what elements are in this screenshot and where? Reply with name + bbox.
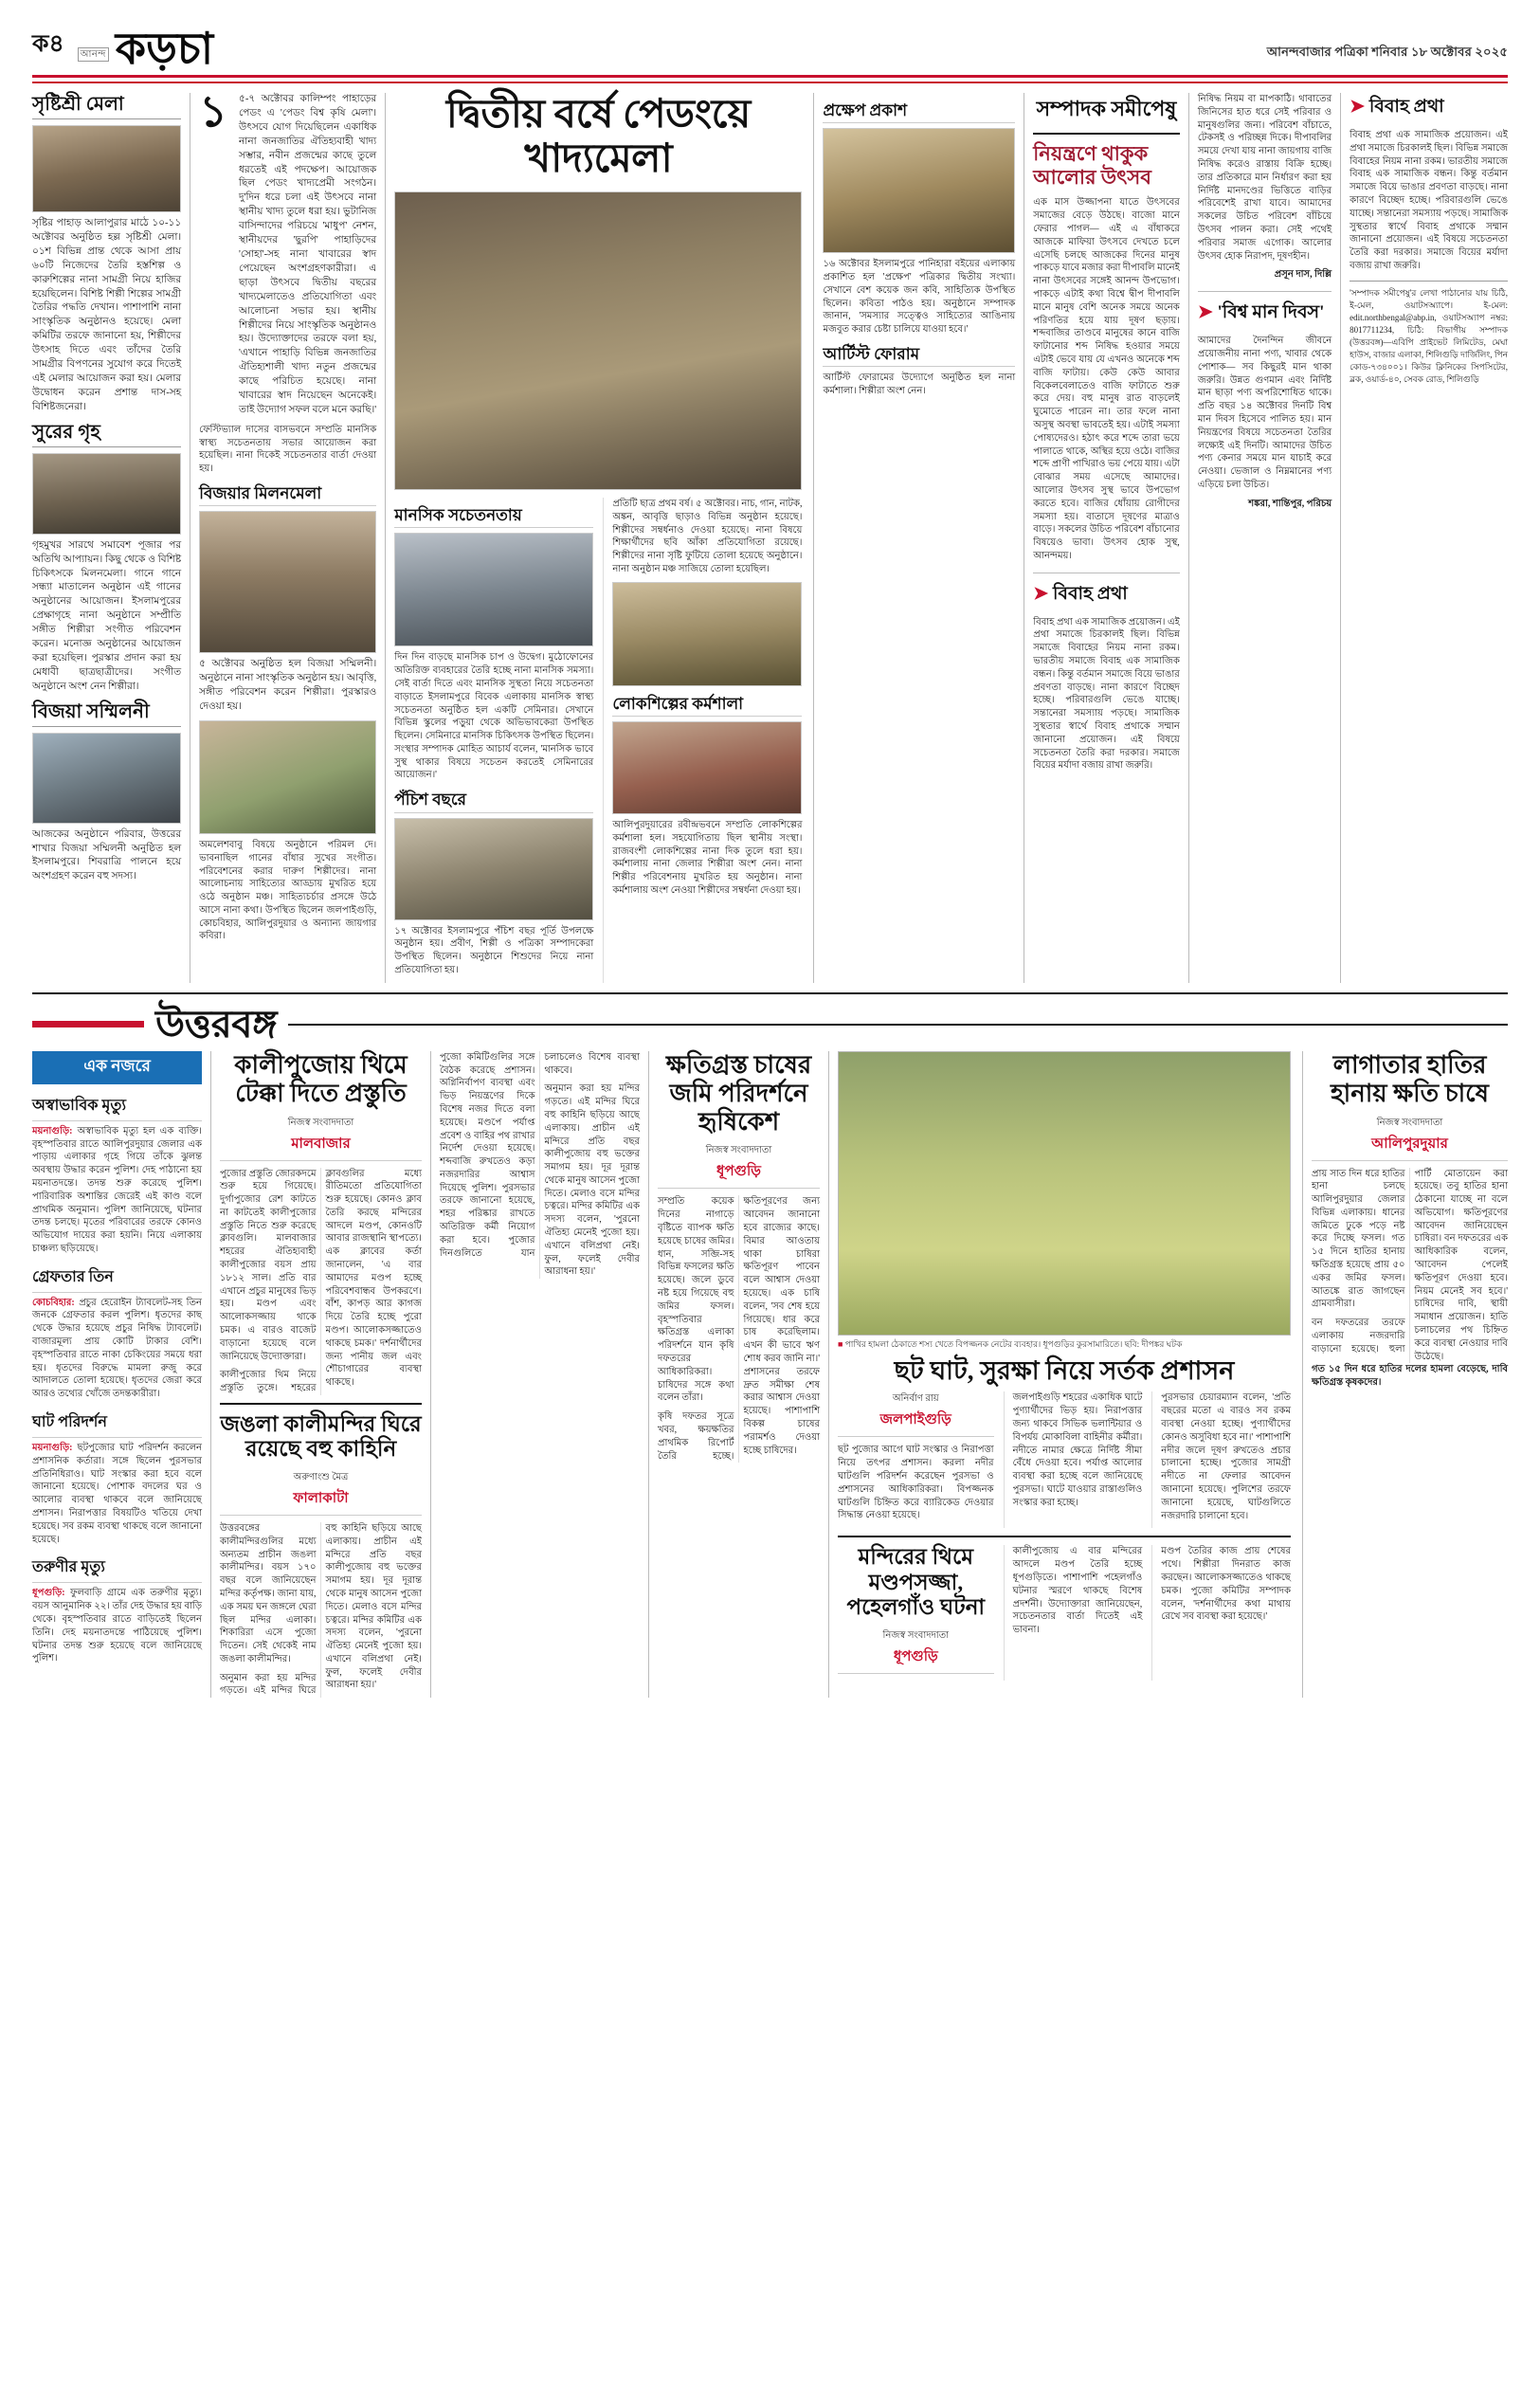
column-ek-nojore (32, 1051, 210, 1699)
photo-pochish-bochore (394, 818, 593, 920)
glance-item-title-2: ঘাট পরিদর্শন (32, 1409, 202, 1438)
text-surer-griha: গৃহমুখর সারথে সমাবেশ পূজার পর অতিথি আপ্যায়ন। কিছু থেকে ও বিশিষ্ট চিকিৎসকে মিলনমেলা। গানে গানে সন্ধ্যা মাতালেন অনুষ্ঠান এই গানের অনুষ্ঠানের আয়োজন। ইসলামপুরের প্রেক্ষাগৃহে নানা অনুষ্ঠানে সম্প্রীতি সঙ্গীত শিল্পীরা সংগীত পরিবেশন করেন। মনোজ্ঞ অনুষ্ঠানের আয়োজন করা হয়েছিল। পুরস্কার প্রদান করা হয় মেধাবী ছাত্রছাত্রীদের। সংগীত অনুষ্ঠানে অংশ নেন শিল্পীরা। (32, 539, 182, 692)
text-chhat-1: ছট পুজোর আগে ঘাট সংস্কার ও নিরাপত্তা নিয়ে তৎপর প্রশাসন। করলা নদীর ঘাটগুলি পরিদর্শন করেছেন পুরসভা ও প্রশাসনের আধিকারিকরা। বিপজ্জনক ঘাটগুলি চিহ্নিত করে ব্যারিকেড দেওয়ার সিদ্ধান্ত নেওয়া হয়েছে। (838, 1445, 994, 1521)
text-pochish-bochore: ১৭ অক্টোবর ইসলামপুরে পঁচিশ বছর পূর্তি উপলক্ষে অনুষ্ঠান হয়। প্রবীণ, শিল্পী ও পত্রিকা সম্পাদকেরা উপস্থিত ছিলেন। অনুষ্ঠানে শিশুদের নিয়ে নানা প্রতিযোগিতা হয়। (394, 925, 594, 975)
heading-bibaho-protha (1033, 573, 1180, 610)
dateline-mondir: ধূপগুড়ি (838, 1646, 994, 1674)
logo-badge: আনন্দ (78, 47, 109, 62)
column-sristisri (32, 93, 190, 983)
byline-khotigrostho: নিজস্ব সংবাদদাতা (705, 1145, 772, 1156)
text-kalipujo-1: পুজোর প্রস্তুতি জোরকদমে শুরু হয়ে গিয়েছে। দুর্গাপুজোর রেশ কাটতে না কাটতেই কালীপুজোর প্রস্তুতি নিতে শুরু করেছে ক্লাবগুলি। মালবাজার শহরের ঐতিহ্যবাহী কালীপুজোর বয়স প্রায় ১৮১২ সাল। প্রতি বার এখানে প্রচুর মানুষের ভিড় হয়। মণ্ডপ এবং আলোকসজ্জায় থাকে চমক। এ বারও বাজেট বাড়ানো হয়েছে বলে জানিয়েছে উদ্যোক্তারা। (220, 1168, 317, 1362)
photo-surer-griha (32, 453, 181, 535)
column-kalipujo-cont (430, 1051, 648, 1699)
editorial-contact-box: 'সম্পাদক সমীপেষু'র লেখা পাঠানোর যায় চিঠি, ই-মেল, ওয়াটসঅ্যাপে। ই-মেল: edit.northbengal@abp.in, ওয়াটসঅ্যাপ নম্বর: 8017711234, চিঠি: বিভাগীয় সম্পাদক (উত্তরবঙ্গ)—এবিপি প্রাইভেট লিমিটেড, মেঘা হাউস, বাজার এলাকা, শিলিগুড়ি দার্জিলিং, পিন কোড-৭৩৪০০১। কিউর ক্লিনিকের সিপসিটের, ব্লক, ওয়ার্ড-৪০, সেবক রোড, শিলিগুড়ি (1350, 281, 1508, 386)
text-bijoyar-milonmela: ৫ অক্টোবর অনুষ্ঠিত হল বিজয়া সম্মিলনী। অনুষ্ঠানে নানা সাংস্কৃতিক অনুষ্ঠান হয়। আবৃত্তি, সঙ্গীত পরিবেশন করেন শিল্পীরা। পুরস্কারও দেওয়া হয়। (199, 659, 377, 712)
editorial-text-1: এক মাস উজ্জাপনা যাতে উৎসবের সমাজের বেড়ে উঠছে। বাজো মানে ফেরার পাগল— এই এ বাঁধাকরে আজকে মাফিয়া উৎসবে দেখতে চলে এসেছি চলছে আজকের দিনের মানুষ পাকড়ে যাবে মজার করা দীপাবলি মানেই নানা উৎসবের সঙ্গেই আনন্দ উপভোগ। পাকড়ে এটাই কথা বিশ্বে দ্বীপ দীপাবলি মানে মানুষ বেশি অনেক সময়ে অনেক পরিণতির হয়ে যায় দূষণ ছড়ায়। শব্দবাজির তাণ্ডবে মানুষের কানে বাজি ফাটানোর শব্দ নিষিদ্ধ হওয়ার সময়ে এটাই ভেবে যায় যে এখনও অনেকে শব্দ বাজি ফাটায়। কেউ কেউ আবার বিকেলবেলাতেও বাজি ফাটাতে শুরু করে দেয়। বহু মানুষ রাত বাড়লেই ঘুমোতে পারেন না। তার ফলে নানা অসুস্থ অবস্থা ভাবতেই হয়। এটাই সমস্যা পোষ্যদেরও। হঠাৎ করে শব্দে তারা ভয়ে পালাতে থাকে, অস্থির হয়ে ওঠে। বাজির শব্দে প্রাণী পাখিরাও ভয় পেয়ে যায়। এটা বোঝার সময় এসেছে আমাদের। আলোর উৎসব সুস্থ ভাবে উপভোগ করতে হবে। বাজির ধোঁয়ায় রোগীদের সমস্যা হয়। বাতাসে দূষণের মাত্রাও বাড়ে। সকলের উচিত পরিবেশ বাঁচানোর বিষয়েও ভাবা। উৎসব হোক সুস্থ, আনন্দময়। (1033, 197, 1180, 561)
text-mondir-2: মণ্ডপ তৈরির কাজ প্রায় শেষের পথে। শিল্পীরা দিনরাত কাজ করছেন। আলোকসজ্জাতেও থাকছে চমক। পুজো কমিটির সম্পাদক বলেন, 'দর্শনার্থীদের কথা মাথায় রেখে সব ব্যবস্থা করা হয়েছে।' (1161, 1546, 1291, 1623)
text-hati-2: বন দফতরের তরফে এলাকায় নজরদারি বাড়ানো হয়েছে। হুলা পার্টি মোতায়েন করা হয়েছে। তবু হাতির হানা ঠেকানো যাচ্ছে না বলে অভিযোগ। ক্ষতিপূরণের আবেদন জানিয়েছেন চাষিরা। বন দফতরের এক আধিকারিক বলেন, 'আবেদন পেলেই ক্ষতিপূরণ দেওয়া হবে। নিয়ম মেনেই সব হবে।' চাষিদের দাবি, স্থায়ী সমাধান প্রয়োজন। হাতি চলাচলের পথ চিহ্নিত করে ব্যবস্থা নেওয়ার দাবি উঠেছে। (1312, 1168, 1508, 1362)
band-red-bar (32, 1021, 144, 1027)
heading-bibaho-protha-dup (1350, 93, 1508, 123)
text-khotigrostho-2: কৃষি দফতর সূত্রে খবর, ক্ষয়ক্ষতির প্রাথমিক রিপোর্ট তৈরি হচ্ছে। ক্ষতিপূরণের জন্য আবেদন জানানো হবে রাজ্যের কাছে। বিমার আওতায় থাকা চাষিরা ক্ষতিপূরণ পাবেন বলে আশ্বাস দেওয়া হয়েছে। এক চাষি বলেন, 'সব শেষ হয়ে গিয়েছে। ধার করে চাষ করেছিলাম। এখন কী ভাবে ঋণ শোধ করব জানি না।' প্রশাসনের তরফে দ্রুত সমীক্ষা শেষ করার আশ্বাস দেওয়া হয়েছে। পাশাপাশি বিকল্প চাষের পরামর্শও দেওয়া হচ্ছে চাষিদের। (658, 1196, 820, 1462)
glance-item-text-1 (32, 1297, 202, 1401)
heading-lokshilpi: লোকশিল্পের কর্মশালা (612, 694, 802, 717)
top-section (32, 87, 1508, 994)
heading-bishwa-man-dibas (1198, 291, 1332, 329)
editorial-text-1b: নিষিদ্ধ নিয়ম বা মাপকাঠি। থাবাতের জিনিসের হাত ধরে সেই পরিবার ও মানুষগুলির জন্য। পরিবেশ বাঁচাতে, টেকসই ও পরিচ্ছন্ন দিকে। দীপাবলির সময়ে দেখা যায় নানা জায়গায় বাজি নিষিদ্ধ করেও রাস্তায় বিক্রি হচ্ছে। তার প্রতিকারে মান নির্ধারণ করা হয় নির্দিষ্ট মানদণ্ডের ভিত্তিতে বাড়ির পরিবেশেই রাখা যাবে। আমাদের সকলের উচিত পরিবেশ বাঁচিয়ে উৎসব পালন করা। সেই পথেই পরিবার সমাজ এগোক। আলোর উৎসব হোক নিরাপদ, দূষণহীন। (1197, 94, 1332, 262)
rule-kalipujo (220, 1403, 422, 1405)
heading-bishwa-man-dibas-label: 'বিশ্ব মান দিবস' (1217, 302, 1325, 323)
glance-item-text-0 (32, 1125, 202, 1256)
rule-chhat (838, 1536, 1291, 1537)
heading-manosik: মানসিক সচেতনতায় (394, 505, 593, 528)
column-sub-stories (813, 93, 1024, 983)
caption-crop-field (838, 1339, 1291, 1351)
column-lead-text (190, 87, 385, 983)
photo-crop-field (838, 1051, 1291, 1336)
glance-tag-0: ময়নাগুড়ি: (32, 1125, 73, 1136)
column-main-story (385, 93, 813, 983)
glance-item-title-0: অস্বাভাবিক মৃত্যু (32, 1093, 202, 1121)
column-editorial (1024, 93, 1188, 983)
glance-heading: এক নজরে (32, 1051, 202, 1084)
photo-secondary (199, 720, 376, 834)
text-jongla-1: উত্তরবঙ্গের কালীমন্দিরগুলির মধ্যে অন্যতম প্রাচীন জঙলা কালীমন্দির। বয়স ১৭০ বছর বলে জানিয়েছেন মন্দির কর্তৃপক্ষ। জানা যায়, এক সময় ঘন জঙ্গলে ঘেরা ছিল মন্দির এলাকা। শিকারিরা এসে পুজো দিতেন। সেই থেকেই নাম জঙলা কালীমন্দির। (220, 1522, 317, 1664)
page-folio: ক৪ (32, 31, 64, 57)
text-sristisri: সৃষ্টির পাহাড় আলাপুরার মাঠে ১০-১১ অক্টোবর অনুষ্ঠিত হল্ল সৃষ্টিশ্রী মেলা। ০১শ বিভিন্ন প্রান্ত থেকে আসা প্রায় ৬০টি নিজেদের তৈরি হস্তশিল্প ও কারুশিল্পের নানা সামগ্রী নিয়ে হাজির হয়েছিলেন। বিশিষ্ট শিল্পী শিল্পের সামগ্রী তৈরির পদ্ধতি দেখান। পাশাপাশি নানা সাংস্কৃতিক অনুষ্ঠানও হয়েছে। মেলা কমিটির তরফে জানানো হয়, শিল্পীদের উৎসাহ দিতে এবং তাঁদের তৈরি সামগ্রীর বিপণনের সুযোগ করে দিতেই এই মেলার আয়োজন করা হয়। মেলার উদ্বোধন করেন প্রশান্ত দাস-সহ বিশিষ্টজনেরা। (32, 218, 182, 412)
byline-jongla: অরুণাংশু মৈত্র (293, 1471, 349, 1482)
headline-kalipujo: কালীপুজোয় থিমে টেক্কা দিতে প্রস্তুতি (234, 1050, 408, 1107)
glance-tag-1: কোচবিহার: (32, 1297, 75, 1308)
editorial-title: নিয়ন্ত্রণে থাকুক আলোর উৎসব (1033, 142, 1151, 190)
heading-bijoya-sammilani: বিজয়া সম্মিলনী (32, 700, 181, 727)
column-main-photo (828, 1051, 1302, 1699)
text-hati-3: গত ১৫ দিন ধরে হাতির দলের হামলা বেড়েছে, দাবি ক্ষতিগ্রস্ত কৃষকদের। (1312, 1364, 1508, 1389)
text-mondir-1: কালীপুজোয় এ বার মন্দিরের আদলে মণ্ডপ তৈরি হচ্ছে ধূপগুড়িতে। পাশাপাশি পহেলগাঁও ঘটনার স্মরণে থাকছে বিশেষ প্রদর্শনী। উদ্যোক্তারা জানিয়েছেন, সচেতনতার বার্তা দিতেই এই ভাবনা। (1012, 1546, 1143, 1636)
heading-bibaho-protha-label: বিবাহ প্রথা (1052, 583, 1128, 604)
photo-prokkhep (823, 128, 1015, 253)
column-editorial-2 (1188, 93, 1340, 983)
column-khotigrostho (648, 1051, 828, 1699)
text-hati-1: প্রায় সাত দিন ধরে হাতির হানা চলছে আলিপুরদুয়ার জেলার বিভিন্ন এলাকায়। ধানের জমিতে ঢুকে পড়ে নষ্ট করে দিচ্ছে ফসল। গত ১৫ দিনে হাতির হানায় ক্ষতিগ্রস্ত হয়েছে প্রায় ৫০ একর জমির ফসল। আতঙ্কে রাত জাগছেন গ্রামবাসীরা। (1312, 1168, 1405, 1310)
text-khotigrostho-1: সম্প্রতি কয়েক দিনের নাগাড়ে বৃষ্টিতে ব্যাপক ক্ষতি হয়েছে চাষের জমির। ধান, সব্জি-সহ বিভিন্ন ফসলের ক্ষতি হয়েছে। জলে ডুবে নষ্ট হয়ে গিয়েছে বহু জমির ফসল। বৃহস্পতিবার ক্ষতিগ্রস্ত এলাকা পরিদর্শনে যান কৃষি দফতরের আধিকারিকরা। চাষিদের সঙ্গে কথা বলেন তাঁরা। (658, 1196, 734, 1404)
editorial-sign-2: শঙ্করা, শান্তিপুর, পরিচয় (1248, 498, 1332, 509)
photo-bijoya-sammilani (32, 733, 181, 824)
masthead (32, 25, 1508, 78)
heading-pochish-bochore: পঁচিশ বছরে (394, 790, 593, 812)
glance-body-1: প্রচুর হেরোইন ট্যাবলেট-সহ তিন জনকে গ্রেফতার করল পুলিশ। ধৃতদের কাছ থেকে উদ্ধার হয়েছে প্রচুর নিষিদ্ধ ট্যাবলেট। বাজারমূল্য প্রায় কোটি টাকার বেশি। বৃহস্পতিবার রাতে নাকা চেকিংয়ের সময়ে ধরা হয়। ধৃতদের বিরুদ্ধে মামলা রুজু করে আদালতে তোলা হয়েছে। ধৃতদের জেরা করে আরও তথ্যের খোঁজে তদন্তকারীরা। (32, 1297, 203, 1400)
glance-body-0: অস্বাভাবিক মৃত্যু হল এক ব্যক্তি। বৃহস্পতিবার রাতে আলিপুরদুয়ার জেলার এক পাড়ায় এলাকার গৃহে গিয়ে তাঁকে ঝুলন্ত অবস্থায় উদ্ধার করেন পুলিশ। দেহ পাঠানো হয় ময়নাতদন্তে। তদন্ত শুরু করেছে পুলিশ। পারিবারিক অশান্তির জেরেই এই কাণ্ড বলে প্রাথমিক অনুমান। পুলিশ জানিয়েছে, ঘটনার তদন্ত চলছে। মৃতের পরিবারের তরফে কোনও অভিযোগ দায়ের করা হয়নি। নিয়ে এলাকায় চাঞ্চল্য ছড়িয়েছে। (32, 1125, 202, 1254)
text-jongla-3: অনুমান করা হয় মন্দির গড়তে। এই মন্দির ঘিরে বহু কাহিনি ছড়িয়ে আছে এলাকায়। প্রাচীন এই মন্দিরে প্রতি বছর কালীপুজোয় বহু ভক্তের সমাগম হয়। দূর দূরান্ত থেকে মানুষ আসেন পুজো দিতে। মেলাও বসে মন্দির চত্বরে। মন্দির কমিটির এক সদস্য বলেন, 'পুরনো ঐতিহ্য মেনেই পুজো হয়। এখানে বলিপ্রথা নেই। ফুল, ফলেই দেবীর আরাধনা হয়।' (544, 1083, 640, 1278)
photo-extra (612, 582, 802, 686)
text-manosik: দিন দিন বাড়ছে মানসিক চাপ ও উদ্বেগ। মুঠোফোনের অতিরিক্ত ব্যবহারের তৈরি হচ্ছে নানা মানসিক সমস্যা। সেই বার্তা দিতে এবং মানসিক সুস্থতা নিয়ে সচেতনতা বাড়াতে ইসলামপুরে বিবেক এলাকায় মানসিক স্বাস্থ্য সচেতনতা অনুষ্ঠিত হল একটি সেমিনার। সেখানে বিভিন্ন স্কুলের পড়ুয়া থেকে অভিভাবকেরা উপস্থিত ছিলেন। সেমিনারে মানসিক চিকিৎসক উপস্থিত ছিলেন। সংস্থার সম্পাদক মোহিত আচার্য বলেন, 'মানসিক ভাবে সুস্থ থাকার বিষয়ে সচেতন করতেই সেমিনারের আয়োজন।' (394, 652, 594, 781)
section-band-uttarbanga (32, 1002, 1508, 1046)
text-jongla-2: অনুমান করা হয় মন্দির গড়তে। এই মন্দির ঘিরে বহু কাহিনি ছড়িয়ে আছে এলাকায়। প্রাচীন এই মন্দিরে প্রতি বছর কালীপুজোয় বহু ভক্তের সমাগম হয়। দূর দূরান্ত থেকে মানুষ আসেন পুজো দিতে। মেলাও বসে মন্দির চত্বরে। মন্দির কমিটির এক সদস্য বলেন, 'পুরনো ঐতিহ্য মেনেই পুজো হয়। এখানে বলিপ্রথা নেই। ফুল, ফলেই দেবীর আরাধনা হয়।' (220, 1522, 422, 1697)
column-kalipujo (210, 1051, 430, 1699)
photo-lokshilpi (612, 721, 802, 814)
caption-bullet-icon: ■ (838, 1338, 843, 1349)
section-logo: কড়চা (115, 24, 214, 73)
glance-body-2: ছটপুজোর ঘাট পরিদর্শন করলেন প্রশাসনিক কর্তারা। সঙ্গে ছিলেন পুরসভার প্রতিনিধিরাও। ঘাট সংস্কার করা হবে বলে জানানো হয়েছে। পোশাক বদলের ঘর ও আলোর ব্যবস্থা থাকবে বলে জানিয়েছে প্রশাসন। নিরাপত্তার বিষয়টিও খতিয়ে দেখা হয়েছে। সব রকম ব্যবস্থা থাকছে বলে জানানো হয়েছে। (32, 1443, 202, 1545)
heading-sristisri: সৃষ্টিশ্রী মেলা (32, 93, 181, 119)
issue-info: আনন্দবাজার পত্রিকা শনিবার ১৮ অক্টোবর ২০২৫ (1266, 45, 1508, 59)
heading-bijoyar-milonmela: বিজয়ার মিলনমেলা (199, 483, 376, 506)
column-hati (1302, 1051, 1508, 1699)
text-extra-column: প্রতিটি ছাত্র প্রথম বর্ষ। ৫ অক্টোবর। নাচ, গান, নাটক, অঙ্কন, আবৃত্তি ছাড়াও বিভিন্ন অনুষ্ঠান হয়েছে। শিল্পীদের সম্বর্ধনাও দেওয়া হয়েছে। নানা বিষয়ে শিক্ষার্থীদের ছবি আঁকা প্রতিযোগিতা রয়েছে। শিল্পীদের নানা সৃষ্টি ফুটিয়ে তোলা হয়েছে অনুষ্ঠানে। নানা অনুষ্ঠান মঞ্চ সাজিয়ে তোলা হয়েছিল। (612, 499, 803, 575)
glance-item-text-2 (32, 1442, 202, 1546)
photo-bijoyar-milonmela (199, 511, 376, 653)
dateline-chhat: জলপাইগুড়ি (838, 1409, 994, 1437)
dateline-jongla: ফালাকাটা (220, 1487, 422, 1516)
headline-mondir: মন্দিরের থিমে মণ্ডপসজ্জা, পহেলগাঁও ঘটনা (846, 1545, 986, 1620)
glance-body-3: ফুলবাড়ি গ্রামে এক তরুণীর মৃত্যু। বয়স আনুমানিক ২২। তাঁর দেহ উদ্ধার হয় বাড়ি থেকে। বৃহস্পতিবার রাতে বাড়িতেই ছিলেন তিনি। দেহ ময়নাতদন্তে পাঠিয়েছে পুলিশ। ঘটনার তদন্ত শুরু হয়েছে বলে জানিয়েছে পুলিশ। (32, 1588, 202, 1664)
glance-item-title-3: তরুণীর মৃত্যু (32, 1555, 202, 1583)
text-bijoya-sammilani: আজকের অনুষ্ঠানে পরিবার, উত্তরের শাখার বিজয়া সম্মিলনী অনুষ্ঠিত হল ইসলামপুরে। শিবরাত্রি পালনে হয়ে অংশগ্রহণ করেন বহু সদস্য। (32, 828, 182, 882)
lead-caption-note: ফেস্টিভ্যাল দাসের বাসভবনে সম্প্রতি মানসিক স্বাস্থ্য সচেতনতায় সভার আয়োজন করা হয়েছিল। নানা দিকেই সচেতনতার বার্তা দেওয়া হয়। (199, 424, 377, 475)
headline-khotigrostho: ক্ষতিগ্রস্ত চাষের জমি পরিদর্শনে হৃষিকেশ (665, 1050, 812, 1136)
text-artist-forum: আর্টিস্ট ফোরামের উদ্যোগে অনুষ্ঠিত হল নানা কর্মশালা। শিল্পীরা অংশ নেন। (823, 373, 1016, 397)
band-rule (288, 1024, 1508, 1026)
dateline-hati: আলিপুরদুয়ার (1312, 1133, 1508, 1161)
drop-cap: ১ (199, 87, 228, 136)
dateline-kalipujo: মালবাজার (220, 1133, 422, 1161)
main-headline: দ্বিতীয় বর্ষে পেডংয়ে খাদ্যমেলা (445, 93, 751, 182)
editorial-sign-1: প্রসূন দাস, দিল্লি (1274, 269, 1332, 281)
bullet-arrow-icon-2: ➤ (1197, 302, 1213, 323)
editorial-text-2b: বিবাহ প্রথা এক সামাজিক প্রয়োজন। এই প্রথা সমাজে চিরকালই ছিল। বিভিন্ন সমাজে বিবাহের নিয়ম নানা রকম। ভারতীয় সমাজে বিবাহ এক সামাজিক বন্ধন। কিন্তু বর্তমান সমাজে বিয়ে ভাঙার প্রবণতা বাড়ছে। নানা কারণে বিচ্ছেদ হচ্ছে। পরিবারগুলি ভেঙে যাচ্ছে। সন্তানেরা সমস্যায় পড়ছে। সামাজিক সুস্থতার স্বার্থে বিবাহ প্রথাকে সম্মান জানানো প্রয়োজন। এই বিষয়ে সচেতনতা তৈরি করা দরকার। সমাজে বিয়ের মর্যাদা বজায় রাখা জরুরি। (1350, 130, 1508, 271)
editorial-heading: সম্পাদক সমীপেষু (1033, 93, 1180, 135)
column-editorial-3 (1340, 93, 1508, 983)
heading-prokkhep: প্রক্ষেপ প্রকাশ (823, 100, 1015, 123)
byline-mondir: নিজস্ব সংবাদদাতা (882, 1629, 950, 1641)
byline-kalipujo: নিজস্ব সংবাদদাতা (287, 1117, 354, 1128)
text-kalipujo-3: পুজো কমিটিগুলির সঙ্গে বৈঠক করেছে প্রশাসন। অগ্নিনির্বাপণ ব্যবস্থা এবং ভিড় নিয়ন্ত্রণের দিকে বিশেষ নজর দিতে বলা হয়েছে। মণ্ডপে পর্যাপ্ত প্রবেশ ও বাহির পথ রাখার নির্দেশ দেওয়া হয়েছে। শব্দবাজি রুখতেও কড়া নজরদারির আশ্বাস দিয়েছে পুলিশ। পুরসভার তরফে জানানো হয়েছে, শহর পরিষ্কার রাখতে অতিরিক্ত কর্মী নিয়োগ করা হবে। পুজোর দিনগুলিতে যান চলাচলেও বিশেষ ব্যবস্থা থাকবে। (440, 1051, 640, 1259)
byline-chhat: অনির্বাণ রায় (892, 1393, 939, 1405)
text-chhat-3: পুরসভার চেয়ারম্যান বলেন, 'প্রতি বছরের মতো এ বারও সব রকম ব্যবস্থা নেওয়া হচ্ছে। পুণ্যার্থীদের কোনও অসুবিধা হবে না।' পাশাপাশি নদীর জলে দূষণ রুখতেও প্রচার চালানো হচ্ছে। পুজোর সামগ্রী নদীতে না ফেলার আবেদন জানানো হয়েছে। পুলিশের তরফে জানানো হয়েছে, ঘাটগুলিতে নজরদারি চালানো হবে। (1161, 1392, 1291, 1521)
text-lokshilpi: আলিপুরদুয়ারের রবীন্দ্রভবনে সম্প্রতি লোকশিল্পের কর্মশালা হল। সহযোগিতায় ছিল স্থানীয় সংস্থা। রাজবংশী লোকশিল্পের নানা দিক তুলে ধরা হয়। কর্মশালায় নানা জেলার শিল্পীরা অংশ নেন। নানা শিল্পীর পরিবেশনায় মুখরিত হয় অনুষ্ঠান। নানা কর্মশালায় অংশ নেওয়া শিল্পীদের সম্বর্ধনা দেওয়া হয়। (612, 820, 803, 897)
editorial-text-2: বিবাহ প্রথা এক সামাজিক প্রয়োজন। এই প্রথা সমাজে চিরকালই ছিল। বিভিন্ন সমাজে বিবাহের নিয়ম নানা রকম। ভারতীয় সমাজে বিবাহ এক সামাজিক বন্ধন। কিন্তু বর্তমান সমাজে বিয়ে ভাঙার প্রবণতা বাড়ছে। নানা কারণে বিচ্ছেদ হচ্ছে। পরিবারগুলি ভেঙে যাচ্ছে। সন্তানেরা সমস্যায় পড়ছে। সামাজিক সুস্থতার স্বার্থে বিবাহ প্রথাকে সম্মান জানানো প্রয়োজন। এই বিষয়ে সচেতনতা তৈরি করা দরকার। সমাজে বিয়ের মর্যাদা বজায় রাখা জরুরি। (1033, 616, 1180, 772)
heading-bibaho-protha-dup-label: বিবাহ প্রথা (1368, 97, 1444, 117)
photo-sristisri (32, 125, 181, 212)
headline-jongla: জঙলা কালীমন্দির ঘিরে রয়েছে বহু কাহিনি (220, 1412, 422, 1462)
photo-manosik (394, 533, 593, 646)
headline-chhat: ছট ঘাট, সুরক্ষা নিয়ে সর্তক প্রশাসন (894, 1356, 1235, 1386)
dateline-khotigrostho: ধূপগুড়ি (658, 1160, 820, 1189)
masthead-rule (32, 82, 1508, 83)
bullet-arrow-icon-3: ➤ (1350, 97, 1366, 117)
heading-artist-forum: আর্টিস্ট ফোরাম (823, 344, 1015, 367)
heading-surer-griha: সুরের গৃহ (32, 421, 181, 447)
text-chhat-2: জলপাইগুড়ি শহরের একাধিক ঘাটে পুণ্যার্থীদের ভিড় হয়। নিরাপত্তার জন্য থাকবে সিভিক ভলান্টিয়ার ও বিপর্যয় মোকাবিলা বাহিনীর কর্মীরা। নদীতে নামার ক্ষেত্রে নির্দিষ্ট সীমা বেঁধে দেওয়া হবে। পর্যাপ্ত আলোর ব্যবস্থা করা হচ্ছে বলে জানিয়েছে পুরসভা। ঘাটে যাওয়ার রাস্তাগুলিও সংস্কার করা হচ্ছে। (1012, 1392, 1143, 1508)
glance-tag-2: ময়নাগুড়ি: (32, 1443, 73, 1454)
text-secondary-note: অমলেশবাবু বিষয়ে অনুষ্ঠানে পরিমল দে। ভাবনাছিল গানের বাঁধার সুখের সংগীত। পরিবেশনের করার দারুণ শিল্পীদের। নানা আলোচনায় সাহিত্যের আড্ডায় মুখরিত হয়ে ওঠে অনুষ্ঠান মঞ্চ। সাহিত্যচর্চার প্রসঙ্গে উঠে আসে নানা কথা। উপস্থিত ছিলেন জলপাইগুড়ি, কোচবিহার, আলিপুরদুয়ার ও অন্যান্য জায়গার কবিরা। (199, 839, 377, 942)
bottom-section (32, 1051, 1508, 1699)
lead-paragraph: ৫-৭ অক্টোবর কালিম্পং পাহাড়ের পেডং এ 'পেডং বিশ্ব কৃষি মেলা'। উৎসবে যোগ দিয়েছিলেন একাধিক নানা জনজাতির ঐতিহ্যবাহী খাদ্য সম্ভার, নবীন প্রজন্মের কাছে তুলে ধরতেই এই পদক্ষেপ। আয়োজক ছিল পেডং খাদ্যপ্রেমী সংগঠন। দু'দিন ধরে চলা এই উৎসবে নানা স্থানীয় খাদ্য তুলে ধরা হয়। ভুটানিজ বাসিন্দাদের পরিচয়ে 'মাধুপ' নেশন, স্থানীয়দের 'ছুরপি' পাহাড়িদের 'সোহা'-সহ নানা খাবারের স্বাদ পেয়েছেন অংশগ্রহণকারীরা। এ ছাড়া উৎসবে দ্বিতীয় বছরের খাদ্যমেলাতেও প্রতিযোগিতা এবং আলোচনা সভার হয়। স্থানীয় শিল্পীদের নিয়ে সাংস্কৃতিক অনুষ্ঠানও হয়। উদ্যোক্তাদের তরফে বলা হয়, 'এখানে পাহাড়ি বিভিন্ন জনজাতির ঐতিহ্যশালী খাদ্য নতুন প্রজন্মের কাছে পরিচিত হয়েছে। নানা খাবারের স্বাদ নিয়েছেন অনেকেই। তাই উদ্যোগ সফল বলে মনে করছি।' (239, 94, 377, 415)
glance-item-title-1: গ্রেফতার তিন (32, 1264, 202, 1293)
band-title: উত্তরবঙ্গ (155, 1002, 278, 1046)
photo-food-festival (394, 191, 802, 490)
caption-text: পাখির হামলা ঠেকাতে শস্য খেতে বিপজ্জনক নেটের ব্যবহার। ধূপগুড়ির কুরসামারিতে। ছবি: দীপঙ্কর ঘটক (844, 1338, 1183, 1349)
bullet-arrow-icon: ➤ (1033, 583, 1049, 604)
glance-tag-3: ধূপগুড়ি: (32, 1588, 65, 1599)
glance-item-text-3 (32, 1587, 202, 1665)
headline-hati: লাগাতার হাতির হানায় ক্ষতি চাষে (1331, 1050, 1489, 1107)
editorial-text-3: আমাদের দৈনন্দিন জীবনে প্রয়োজনীয় নানা পণ্য, খাবার থেকে পোশাক— সব কিছুরই মান থাকা জরুরি। উন্নত গুণমান এবং নির্দিষ্ট মান ছাড়া পণ্য অপরিশোধিত থাকে। প্রতি বছর ১৪ অক্টোবর দিনটি বিশ্ব মান দিবস হিসেবে পালিত হয়। মান নিয়ন্ত্রণের বিষয়ে সচেতনতা তৈরির লক্ষ্যেই এই দিনটি। আমাদের উচিত পণ্য কেনার সময়ে মান যাচাই করে নেওয়া। ভেজাল ও নিম্নমানের পণ্য এড়িয়ে চলা উচিত। (1197, 336, 1332, 490)
text-prokkhep: ১৬ অক্টোবর ইসলামপুরে পানিহারা বইয়ের এলাকায় প্রকাশিত হল 'প্রক্ষেপ' পত্রিকার দ্বিতীয় সংখ্যা। সেখানে বেশ কয়েক জন কবি, সাহিত্যিক উপস্থিত ছিলেন। কবিতা পাঠও হয়। অনুষ্ঠানে সম্পাদক জানান, 'সমস্যার সত্ত্বেও সাহিত্যের আঙিনায় মজবুত করার চেষ্টা চালিয়ে যাওয়া হবে।' (823, 259, 1016, 336)
text-kalipujo-2: কালীপুজোর থিম নিয়ে প্রস্তুতি তুঙ্গে। শহরের ক্লাবগুলির মধ্যে রীতিমতো প্রতিযোগিতা শুরু হয়েছে। কোনও ক্লাব তৈরি করছে মন্দিরের আদলে মণ্ডপ, কোনওটি আবার রাজস্থানি স্থাপত্যে। এক ক্লাবের কর্তা জানালেন, 'এ বার আমাদের মণ্ডপ হচ্ছে পরিবেশবান্ধব উপকরণে। বাঁশ, কাপড় আর কাগজ দিয়ে তৈরি হচ্ছে পুরো মণ্ডপ। আলোকসজ্জাতেও থাকছে চমক।' দর্শনার্থীদের জন্য পানীয় জল এবং শৌচাগারের ব্যবস্থা থাকছে। (220, 1168, 422, 1394)
byline-hati: নিজস্ব সংবাদদাতা (1376, 1117, 1443, 1128)
